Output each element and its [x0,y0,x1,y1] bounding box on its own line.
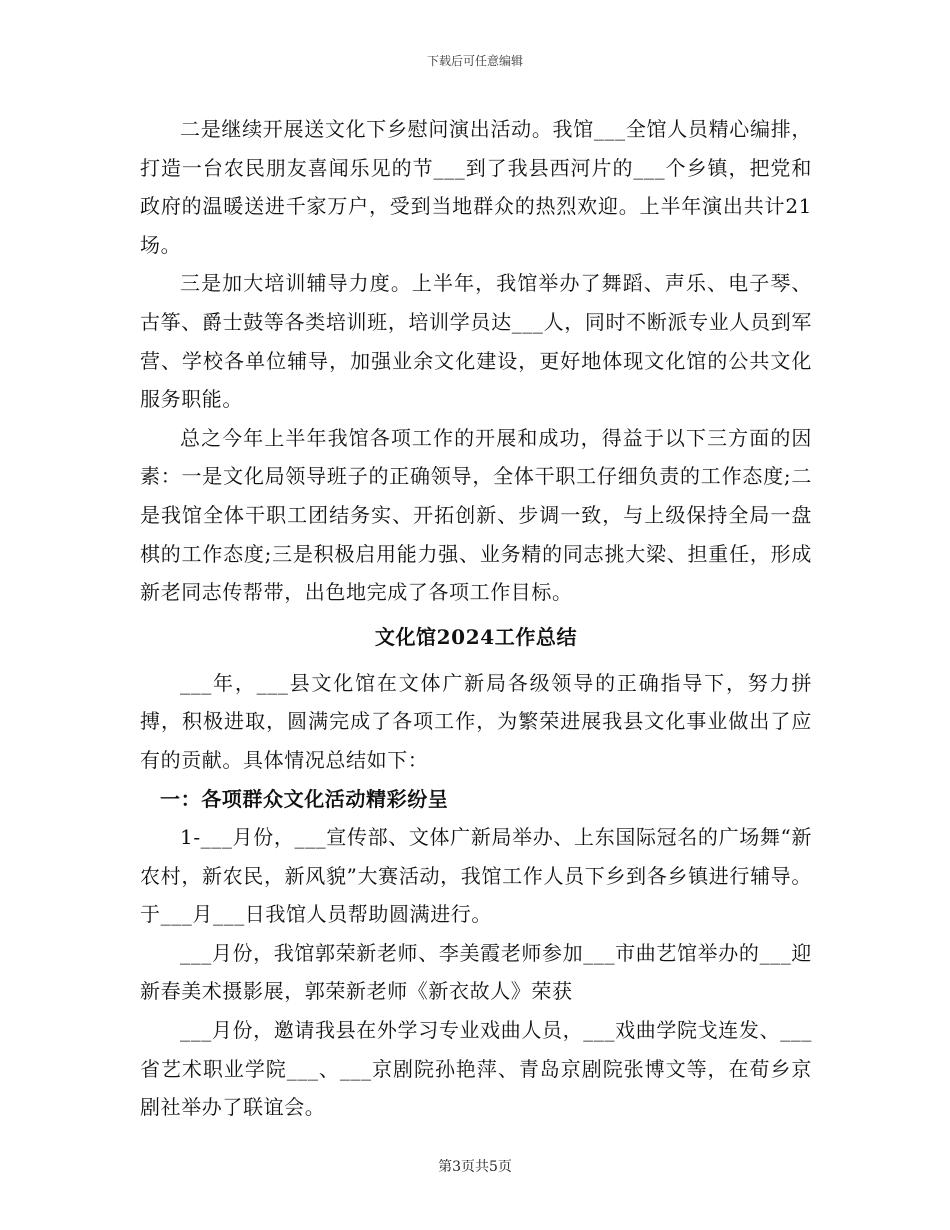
paragraph-art-exhibition: ___月份，我馆郭荣新老师、李美霞老师参加___市曲艺馆举办的___迎新春美术摄影展，郭荣新老师《新衣故人》荣获 [140,940,812,1004]
paragraph-training: 三是加大培训辅导力度。上半年，我馆举办了舞蹈、声乐、电子琴、古筝、爵士鼓等各类培训班，培训学员达___人，同时不断派专业人员到军营、学校各单位辅导，加强业余文化建设，更好地体现文化馆的公共文化服务职能。 [140,271,812,412]
subheading-cultural-activities: 一：各项群众文化活动精彩纷呈 [160,786,449,811]
paragraph-outreach-performances: 二是继续开展送文化下乡慰问演出活动。我馆___全馆人员精心编排，打造一台农民朋友喜闻乐见的节___到了我县西河片的___个乡镇，把党和政府的温暖送进千家万户，受到当地群众的热烈欢迎。上半年演出共计21场。 [140,117,812,257]
paragraph-summary-factors: 总之今年上半年我馆各项工作的开展和成功，得益于以下三方面的因素：一是文化局领导班子的正确领导，全体干职工仔细负责的工作态度;二是我馆全体干职工团结务实、开拓创新、步调一致，与上级保持全局一盘棋的工作态度;三是积极启用能力强、业务精的同志挑大梁、担重任，形成新老同志传帮带，出色地完成了各项工作目标。 [140,425,812,605]
section-title: 文化馆2024工作总结 [374,624,578,649]
paragraph-annual-intro: ___年，___县文化馆在文体广新局各级领导的正确指导下，努力拼搏，积极进取，圆满完成了各项工作，为繁荣进展我县文化事业做出了应有的贡献。具体情况总结如下： [140,670,812,772]
paragraph-square-dance: 1-___月份，___宣传部、文体广新局举办、上东国际冠名的广场舞“新农村，新农民，新风貌”大赛活动，我馆工作人员下乡到各乡镇进行辅导。于___月___日我馆人员帮助圆满进行。 [140,825,812,927]
header-note: 下载后可任意编辑 [426,54,523,68]
paragraph-opera-gathering: ___月份，邀请我县在外学习专业戏曲人员，___戏曲学院戈连发、___省艺术职业学院___、___京剧院孙艳萍、青岛京剧院张博文等，在荀乡京剧社举办了联谊会。 [140,1018,812,1120]
page-number: 第3页共5页 [438,1159,512,1175]
document-body [140,110,812,1127]
